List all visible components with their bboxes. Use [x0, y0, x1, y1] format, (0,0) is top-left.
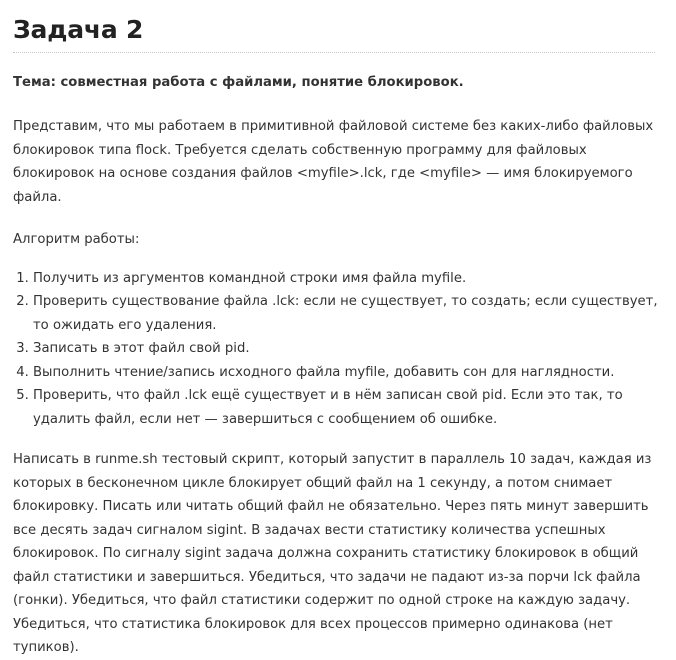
title-divider [13, 52, 655, 53]
list-item: 3. Записать в этот файл свой pid. [33, 337, 668, 361]
intro-paragraph: Представим, что мы работаем в примитивной файловой системе без каких-либо файловых блокировок типа flock. Требуется сделать собственную программу для файловых блокировок на основе создания файлов <myfile>.lck, где <myfile> — имя блокируемого файла. [13, 119, 654, 205]
list-item: 5. Проверить, что файл .lck ещё существует и в нём записан свой pid. Если это так, то удалить файл, если нет — завершиться с сообщением об ошибке. [33, 384, 668, 431]
list-item: 2. Проверить существование файла .lck: если не существует, то создать; если существует, то ожидать его удаления. [33, 290, 668, 337]
topic-heading: Тема: совместная работа с файлами, понятие блокировок. [13, 75, 464, 90]
task-paragraph: Написать в runme.sh тестовый скрипт, который запустит в параллель 10 задач, каждая из которых в бесконечном цикле блокирует общий файл на 1 секунду, а потом снимает блокировку. Писать или читать общий файл не обязательно. Через пять минут завершить все десять задач сигналом sigint. В задачах вести статистику количества успешных блокировок. По сигналу sigint задача должна сохранить статистику блокировок в общий файл статистики и завершиться. Убедиться, что задачи не падают из-за порчи lck файла (гонки). Убедиться, что файл статистики содержит по одной строке на каждую задачу. Убедиться, что статистика блокировок для всех процессов примерно одинакова (нет тупиков). [13, 452, 652, 655]
algorithm-steps-list [13, 267, 668, 432]
list-item: 1. Получить из аргументов командной строки имя файла myfile. [33, 267, 668, 291]
list-item: 4. Выполнить чтение/запись исходного файла myfile, добавить сон для наглядности. [33, 361, 668, 385]
page-title: Задача 2 [13, 15, 144, 44]
algorithm-label: Алгоритм работы: [13, 232, 140, 247]
